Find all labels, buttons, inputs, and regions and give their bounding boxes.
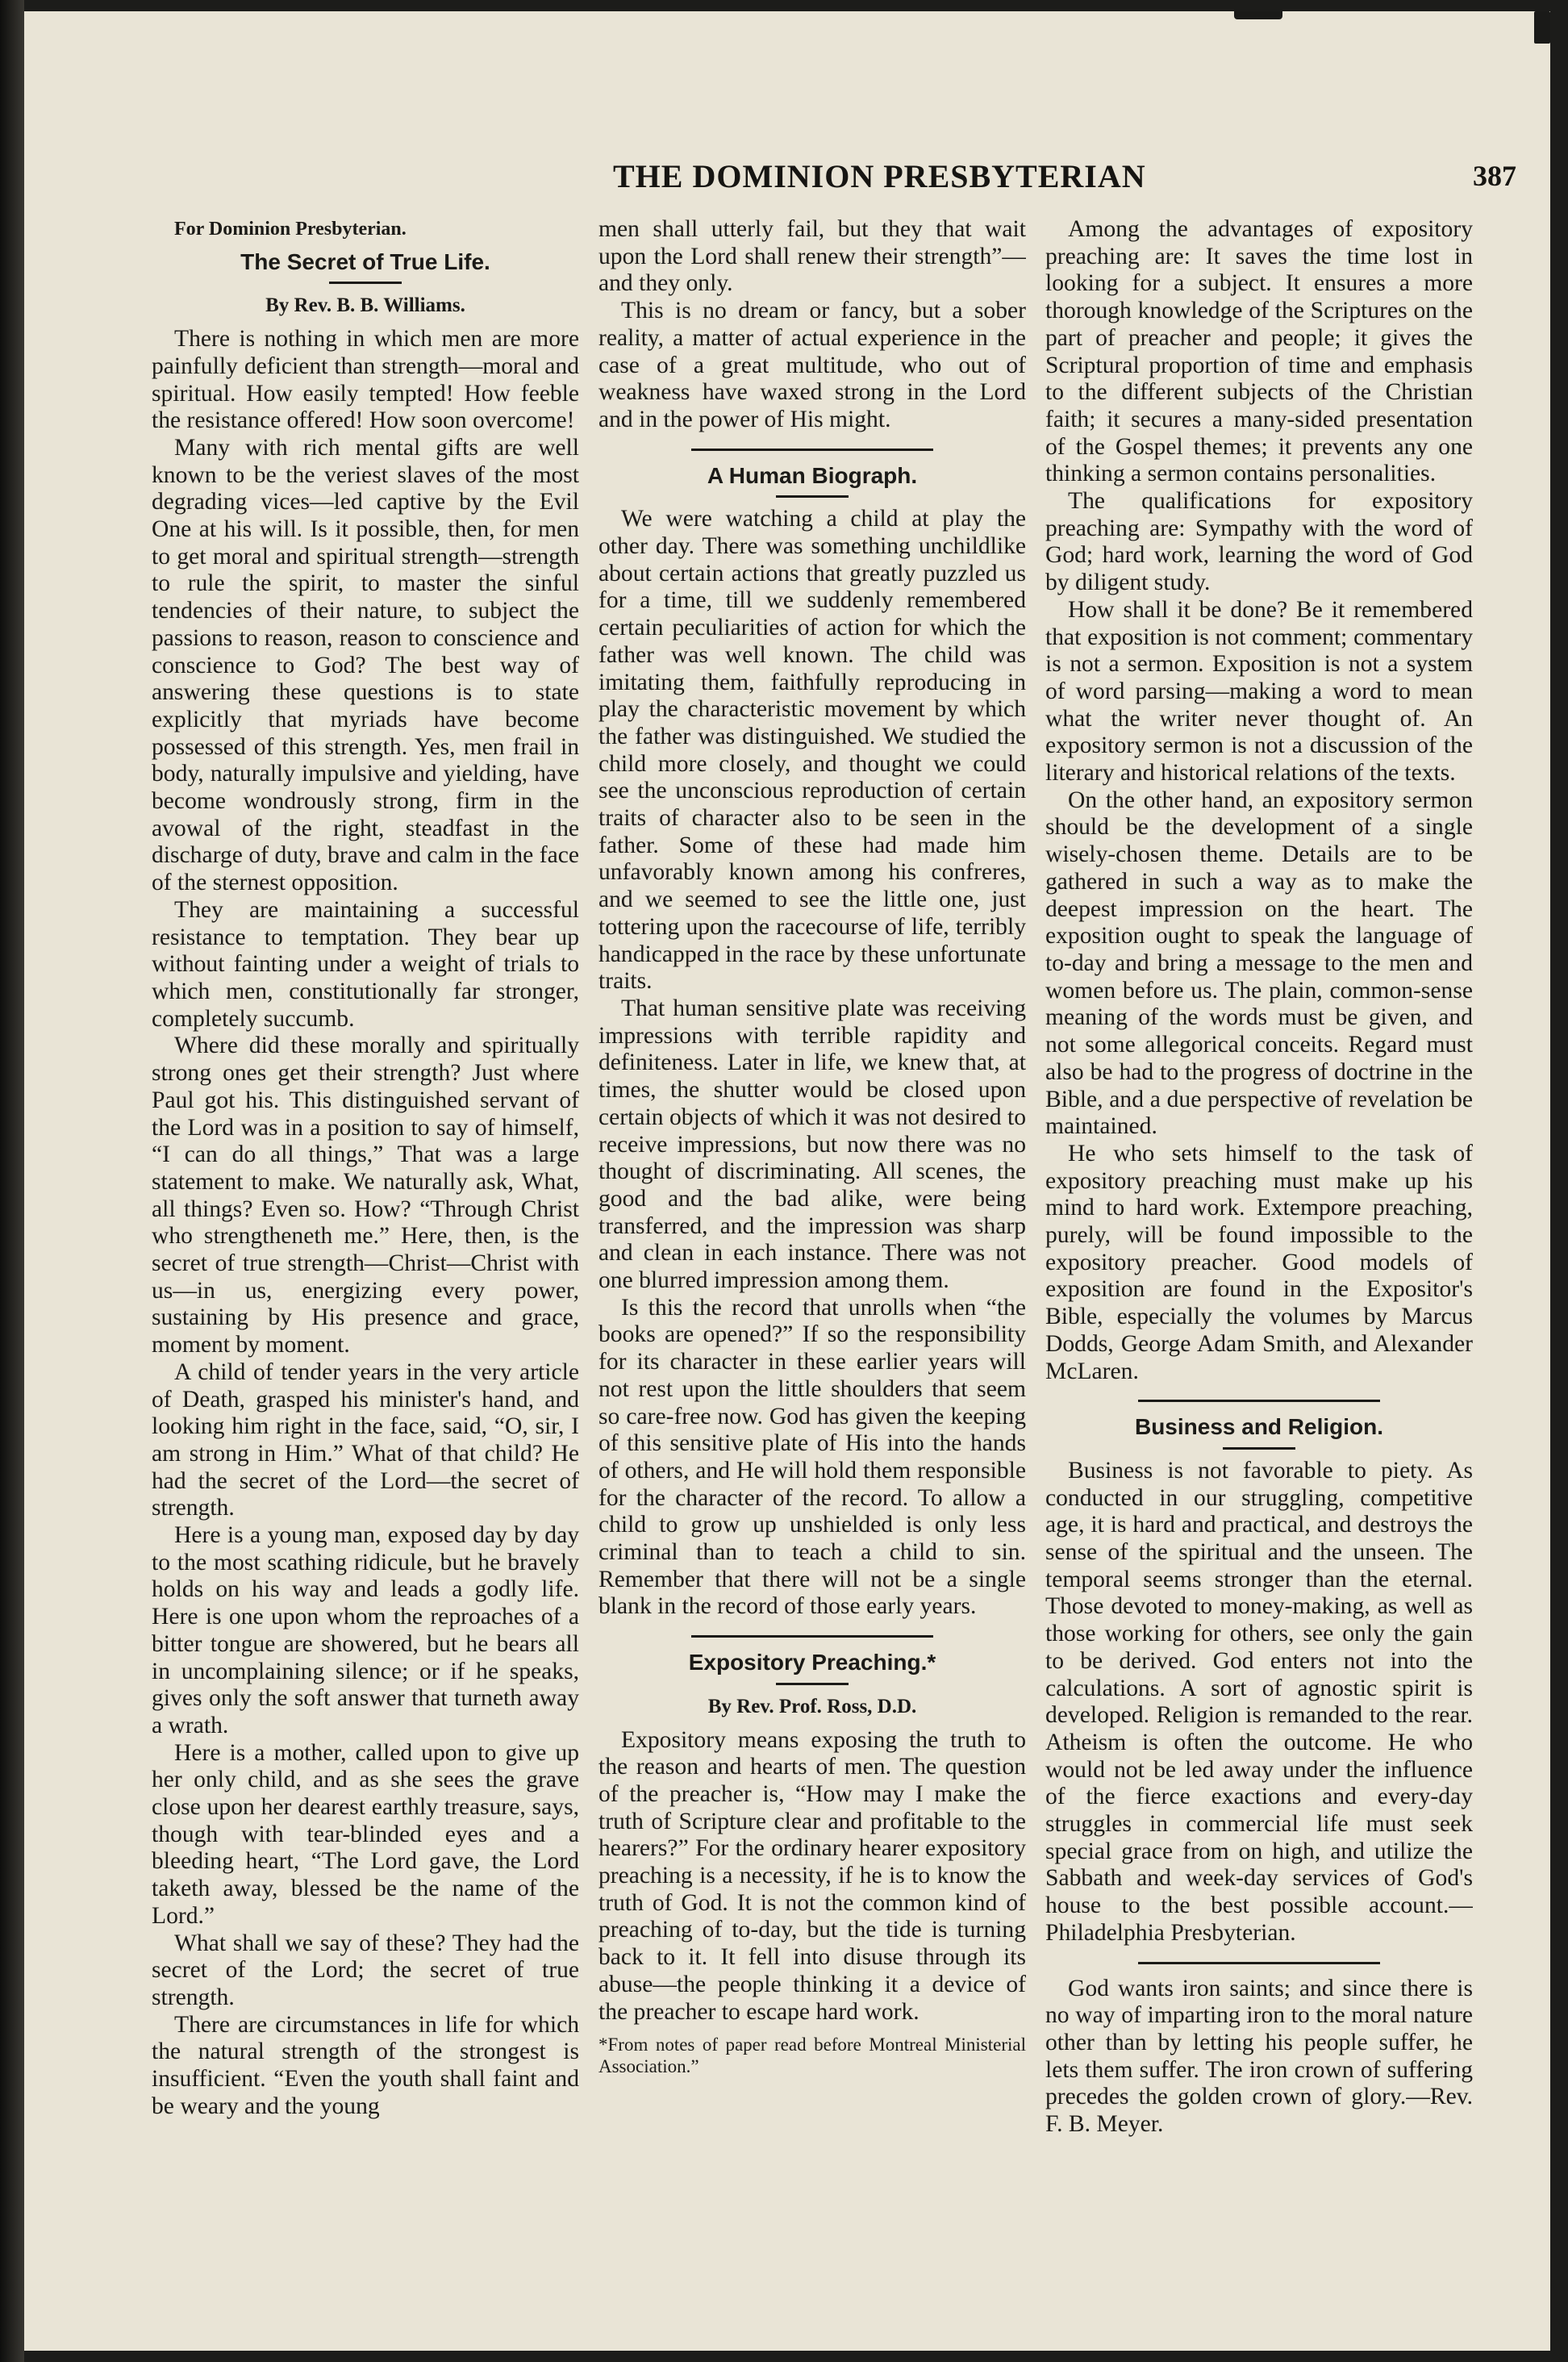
paragraph: God wants iron saints; and since there is no way of imparting iron to the moral nature other than by letting his people suffer, he lets them suffer. The iron crown of suffering precedes the golden crown of glory.—Rev. F. B. Meyer. [1045, 1975, 1473, 2138]
paragraph: Among the advantages of expository preaching are: It saves the time lost in looking for a subject. It ensures a more thorough knowledge of the Scriptures on the part of preacher and people; it gives the Scriptural proportion of time and emphasis to the different subjects of the Christian faith; it secures a many-sided presentation of the Gospel themes; it prevents any one thinking a sermon contains personalities. [1045, 216, 1473, 487]
column-3 [1045, 216, 1473, 2249]
divider [776, 1683, 849, 1685]
paragraph: Expository means exposing the truth to the reason and hearts of men. The question of the preacher is, “How may I make the truth of Scripture clear and profitable to the hearers?” For the ordinary hearer expository preaching is a necessity, if he is to know the truth of God. It is not the common kind of preaching of to-day, but the tide is turning back to it. It fell into disuse through its abuse—the people thinking it a device of the preacher to escape hard work. [598, 1726, 1026, 2025]
divider [1138, 1400, 1380, 1402]
divider [1138, 1962, 1380, 1964]
paragraph: There are circumstances in life for which the natural strength of the strongest is insufficient. “Even the youth shall faint and be weary and the young [152, 2011, 579, 2119]
article-heading: A Human Biograph. [707, 462, 918, 488]
article-heading: Expository Preaching.* [688, 1650, 936, 1676]
article-byline: By Rev. Prof. Ross, D.D. [707, 1695, 917, 1717]
divider [776, 495, 849, 498]
paragraph: men shall utterly fail, but they that wait upon the Lord shall renew their strength”—and they only. [598, 216, 1026, 297]
paragraph: Where did these morally and spiritually strong ones get their strength? Just where Paul got his. This distinguished servant of the Lord was in a position to say of himself, “I can do all things,” That was a large statement to make. We naturally ask, What, all things? Even so. How? “Through Christ who strengtheneth me.” Here, then, is the secret of true strength—Christ—Christ with us—in us, energizing every power, sustaining by His presence and grace, moment by moment. [152, 1033, 579, 1358]
paragraph: Business is not favorable to piety. As conducted in our struggling, competitive age, it is hard and practical, and destroys the sense of the spiritual and the unseen. The temporal seems stronger than the eternal. Those devoted to money-making, as well as those working for others, see only the gain to be derived. God enters not into the calculations. A sort of agnostic spirit is developed. Religion is remanded to the rear. Atheism is often the outcome. He who would not be led away under the influence of the fierce exactions and every-day struggles in commercial life must seek special grace from on high, and utilize the Sabbath and week-day services of God's house to the best possible account.—Philadelphia Presbyterian. [1045, 1457, 1473, 1946]
article-byline: By Rev. B. B. Williams. [265, 294, 465, 317]
paragraph: He who sets himself to the task of expository preaching must make up his mind to hard work. Extempore preaching, purely, will be found impossible to the expository preacher. Good models of exposition are found in the Expositor's Bible, especially the volumes by Marcus Dodds, George Adam Smith, and Alexander McLaren. [1045, 1140, 1473, 1384]
paragraph: Is this the record that unrolls when “the books are opened?” If so the responsibility for its character in these earlier years will not rest upon the little shoulders that seem so care-free now. God has given the keeping of this sensitive plate of His into the hands of others, and He will hold them responsible for the character of the record. To allow a child to grow up unshielded is only less criminal than to teach a child to sin. Remember that there will not be a single blank in the record of those early years. [598, 1294, 1026, 1620]
page-number: 387 [1473, 160, 1516, 192]
paragraph: A child of tender years in the very article of Death, grasped his minister's hand, and looking him right in the face, said, “O, sir, I am strong in Him.” What of that child? He had the secret of the Lord—the secret of strength. [152, 1358, 579, 1521]
divider [691, 449, 933, 451]
column-1 [152, 216, 579, 2249]
paragraph: They are maintaining a successful resistance to temptation. They bear up without fainting under a weight of trials to which men, constitutionally far stronger, completely succumb. [152, 896, 579, 1032]
paragraph: There is nothing in which men are more painfully deficient than strength—moral and spiritual. How easily tempted! How feeble the resistance offered! How soon overcome! [152, 326, 579, 434]
footnote [598, 2034, 1026, 2077]
ink-speck [1534, 11, 1550, 44]
divider [329, 282, 402, 284]
footnote-text: *From notes of paper read before Montreal Ministerial Association.” [598, 2034, 1026, 2077]
publication-title: THE DOMINION PRESBYTERIAN [613, 158, 1146, 194]
paragraph: Here is a mother, called upon to give up her only child, and as she sees the grave close upon her dearest earthly treasure, says, though with tear-blinded eyes and a bleeding heart, “The Lord gave, the Lord taketh away, blessed be the name of the Lord.” [152, 1739, 579, 1929]
article-heading: The Secret of True Life. [240, 248, 490, 274]
column-intro: For Dominion Presbyterian. [174, 219, 407, 240]
paragraph: Many with rich mental gifts are well known to be the veriest slaves of the most degrading vices—led captive by the Evil One at his will. Is it possible, then, for men to get moral and spiritual strength—strength to rule the spirit, to master the sinful tendencies of their nature, to subject the passions to reason, reason to conscience and conscience to God? The best way of answering these questions is to state explicitly that myriads have become possessed of this strength. Yes, men frail in body, naturally impulsive and yielding, have become wondrously strong, firm in the avowal of the right, steadfast in the discharge of duty, brave and calm in the face of the sternest opposition. [152, 434, 579, 896]
paragraph: What shall we say of these? They had the secret of the Lord; the secret of true strength. [152, 1930, 579, 2010]
paragraph: Here is a young man, exposed day by day to the most scathing ridicule, but he bravely holds on his way and leads a godly life. Here is one upon whom the reproaches of a bitter tongue are showered, but he bears all in uncomplaining silence; or if he speaks, gives only the soft answer that turneth away a wrath. [152, 1522, 579, 1738]
divider [691, 1635, 933, 1638]
paragraph: How shall it be done? Be it remembered that exposition is not comment; commentary is not a sermon. Exposition is not a system of word parsing—making a word to mean what the writer never thought of. An expository sermon is not a discussion of the literary and historical relations of the texts. [1045, 596, 1473, 787]
article-heading: Business and Religion. [1134, 1414, 1384, 1440]
paragraph: On the other hand, an expository sermon should be the development of a single wisely-chosen theme. Details are to be gathered in such a way as to make the deepest impression on the heart. The exposition ought to speak the language of to-day and bring a message to the men and women before us. The plain, common-sense meaning of the words must be given, and not some allegorical conceits. Regard must also be had to the progress of doctrine in the Bible, and a due perspective of revelation be maintained. [1045, 787, 1473, 1140]
paragraph: That human sensitive plate was receiving impressions with terrible rapidity and definiteness. Later in life, we knew that, at times, the shutter would be closed upon certain objects of which it was not desired to receive impressions, but now there was no thought of discriminating. All scenes, the good and the bad alike, were being transferred, and the impression was sharp and clean in each instance. There was not one blurred impression among them. [598, 995, 1026, 1294]
paragraph: This is no dream or fancy, but a sober reality, a matter of actual experience in the case of a great multitude, who out of weakness have waxed strong in the Lord and in the power of His might. [598, 298, 1026, 432]
ink-speck [1234, 11, 1282, 19]
scan-edge [0, 0, 24, 2362]
column-2 [598, 216, 1026, 2249]
paragraph: We were watching a child at play the other day. There was something unchildlike about certain actions that greatly puzzled us for a time, till we suddenly remembered certain peculiarities of action for which the father was well known. The child was imitating them, faithfully reproducing in play the characteristic movement by which the father was distinguished. We studied the child more closely, and thought we could see the unconscious reproduction of certain traits of character also to be seen in the father. Some of these had made him unfavorably known among his confreres, and we seemed to see the little one, just tottering upon the racecourse of life, terribly handicapped in the race by these unfortunate traits. [598, 506, 1026, 995]
divider [1223, 1447, 1295, 1450]
page-header [589, 157, 1516, 206]
paragraph: The qualifications for expository preaching are: Sympathy with the word of God; hard work, learning the word of God by diligent study. [1045, 488, 1473, 596]
